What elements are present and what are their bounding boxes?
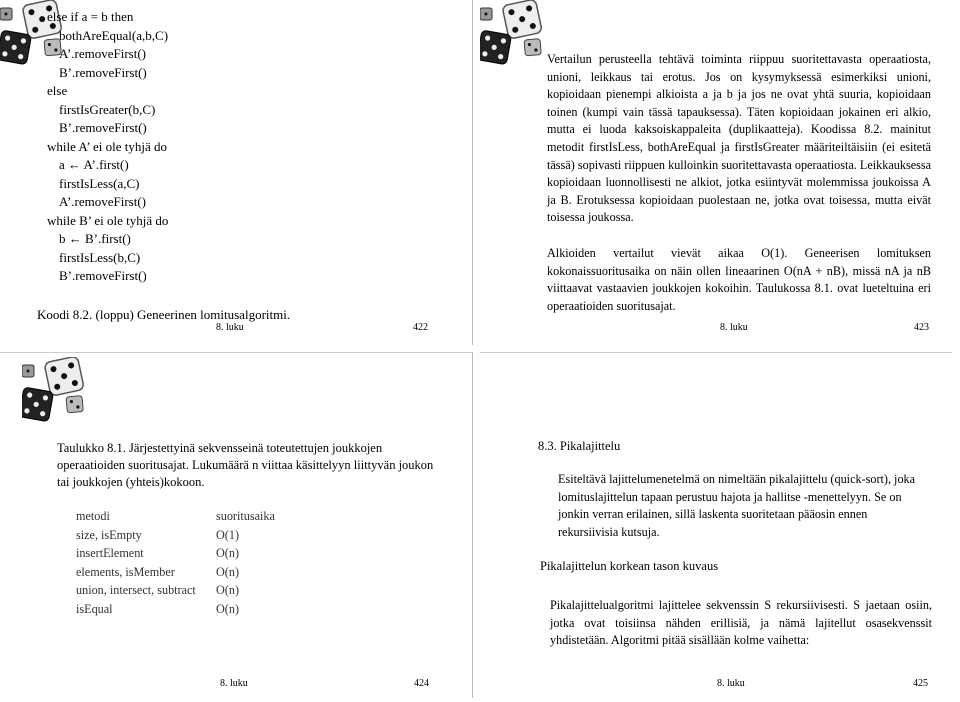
code-line: bothAreEqual(a,b,C) bbox=[59, 27, 169, 43]
chapter-label: 8. luku bbox=[220, 678, 248, 689]
chapter-label: 8. luku bbox=[717, 678, 745, 689]
code-line: a ← A’.first() bbox=[59, 157, 129, 172]
code-line: while B’ ei ole tyhjä do bbox=[47, 212, 169, 228]
complexity-table bbox=[76, 509, 275, 621]
subheading: Pikalajittelun korkean tason kuvaus bbox=[540, 559, 719, 573]
table-row bbox=[76, 565, 275, 584]
column-header: metodi bbox=[76, 509, 110, 523]
chapter-label: 8. luku bbox=[720, 322, 748, 333]
chapter-label: 8. luku bbox=[216, 322, 244, 333]
code-line: firstIsLess(a,C) bbox=[59, 175, 140, 191]
paragraph: Esiteltävä lajittelumenetelmä on nimeltään pikalajittelu (quick-sort), joka lomituslajittelun tapaan perustuu hajota ja hallitse -menettelyyn. Se on jonkin verran erilainen, sillä laskenta suoritetaan pääosin ennen rekursiivisia kutsuja. bbox=[558, 472, 916, 539]
page-number: 425 bbox=[913, 678, 928, 689]
table-row bbox=[76, 602, 275, 621]
table-cell: insertElement bbox=[76, 546, 144, 561]
table-cell: isEqual bbox=[76, 601, 113, 616]
dice-icon bbox=[480, 0, 550, 70]
table-cell: size, isEmpty bbox=[76, 527, 142, 542]
code-caption: Koodi 8.2. (loppu) Geneerinen lomitusalgoritmi. bbox=[37, 307, 291, 322]
table-cell: O(n) bbox=[216, 546, 240, 561]
section-heading: 8.3. Pikalajittelu bbox=[538, 439, 621, 453]
table-cell: union, intersect, subtract bbox=[76, 583, 196, 598]
code-line: else bbox=[47, 83, 68, 98]
table-header-row bbox=[76, 509, 275, 528]
table-row bbox=[76, 546, 275, 565]
table-cell: O(1) bbox=[216, 527, 240, 542]
page-number: 423 bbox=[914, 322, 929, 333]
code-line: A’.removeFirst() bbox=[59, 194, 147, 209]
page-number: 422 bbox=[413, 322, 428, 333]
code-line: firstIsGreater(b,C) bbox=[59, 101, 156, 117]
table-cell: O(n) bbox=[216, 601, 240, 616]
slide-425 bbox=[480, 352, 952, 698]
slide-423 bbox=[480, 0, 952, 345]
table-cell: O(n) bbox=[216, 583, 240, 598]
column-header: suoritusaika bbox=[216, 509, 275, 523]
code-line: while A’ ei ole tyhjä do bbox=[47, 138, 167, 154]
dice-icon bbox=[22, 357, 92, 427]
slide-424 bbox=[0, 352, 473, 698]
table-row bbox=[76, 583, 275, 602]
slide-422 bbox=[0, 0, 473, 345]
table-cell: elements, isMember bbox=[76, 564, 175, 579]
paragraph: Alkioiden vertailut vievät aikaa O(1). Geneerisen lomituksen kokonaissuoritusaika on näin ollen lineaarinen O(nA + nB), missä nA ja nB viittaavat vastaavien joukkojen kokoihin. Taulukossa 8.1. ovat lueteltuina eri operaatioiden suoritusajat. bbox=[547, 246, 931, 313]
paragraph: Vertailun perusteella tehtävä toiminta riippuu suoritettavasta operaatiosta, unioni, leikkaus tai erotus. Jos on kysymyksessä esimerkiksi unioni, kopioidaan pienempi alkioista a ja b ja jos ne ovat yhtä suuria, kopioidaan toinen (kumpi vain tässä tapauksessa). Täten kopioidaan jokainen eri alkio, mutta ei luoda kaksoiskappaleita (duplikaatteja). Koodissa 8.2. mainitut metodit firstIsLess, bothAreEqual ja firstIsGreater määriteiltäisiin (ei esitetä tässä) sopivasti riippuen kulloinkin suoritettavasta operaatiosta. Leikkauksessa kopioidaan luonnollisesti ne alkiot, jotka esiintyvät molemmissa joukoissa A ja B. Erotuksessa kopioidaan puolestaan ne, jotka ovat toisessa, mutta eivät toisessa joukossa. bbox=[547, 52, 931, 225]
code-line: b ← B’.first() bbox=[59, 231, 131, 246]
page-number: 424 bbox=[414, 678, 429, 689]
code-line: B’.removeFirst() bbox=[59, 120, 147, 135]
paragraph: Pikalajittelualgoritmi lajittelee sekvenssin S rekursiivisesti. S jaetaan osiin, jotka ovat toisiinsa nähden erillisiä, ja nämä lajitellut osasekvenssit yhdistetään. Algoritmi pitää sisällään kolme vaihetta: bbox=[550, 598, 932, 648]
table-row bbox=[76, 528, 275, 547]
table-cell: O(n) bbox=[216, 564, 240, 579]
code-line: B’.removeFirst() bbox=[59, 268, 147, 283]
code-line: B’.removeFirst() bbox=[59, 64, 147, 80]
code-listing bbox=[47, 8, 168, 286]
code-line: A’.removeFirst() bbox=[59, 46, 147, 61]
code-line: firstIsLess(b,C) bbox=[59, 249, 141, 265]
table-caption: Taulukko 8.1. Järjestettyinä sekvensseinä toteutettujen joukkojen operaatioiden suoritusajat. Lukumäärä n viittaa käsittelyyn liittyvän joukon tai joukkojen (yhteis)kokoon. bbox=[57, 441, 434, 489]
code-line: else if a = b then bbox=[47, 9, 134, 24]
